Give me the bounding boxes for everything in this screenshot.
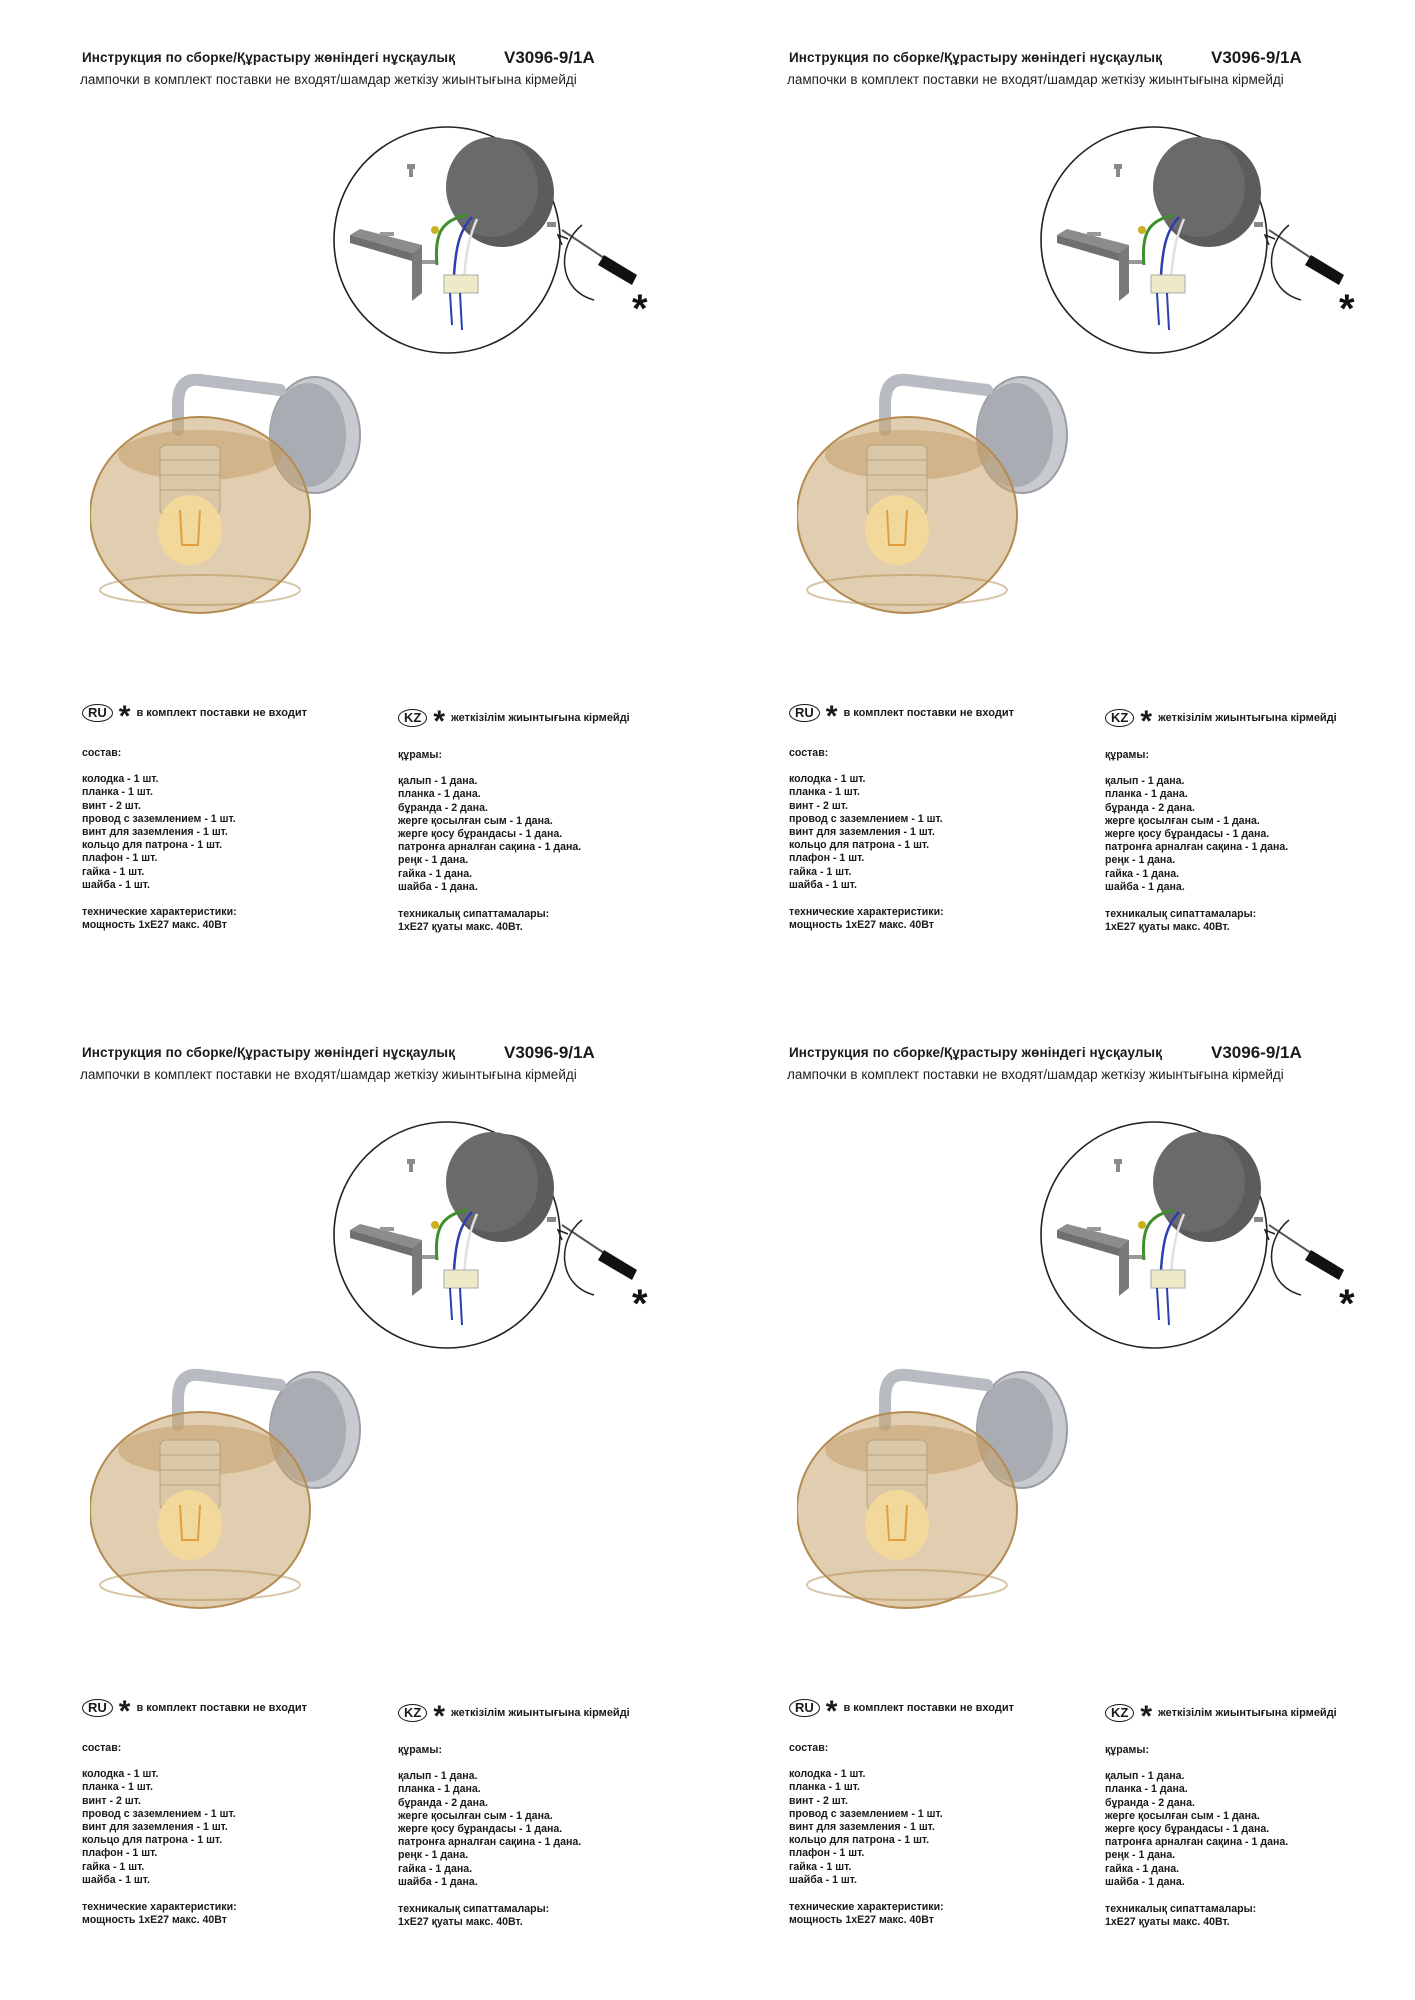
list-item: шайба - 1 дана. [1105,880,1185,893]
list-item: бұранда - 2 дана. [398,1796,488,1809]
kz-contents-heading: құрамы: [398,1744,442,1756]
ru-note-row [82,700,307,733]
instruction-title: Инструкция по сборке/Құрастыру жөніндегі нұсқаулық [789,1045,1163,1060]
kz-note-row [1105,1700,1337,1733]
kz-tech-value: 1хЕ27 қуаты макс. 40Вт. [398,921,523,934]
kz-asterisk: * [433,1700,446,1733]
list-item: жерге қосылған сым - 1 дана. [398,814,553,827]
kz-contents-block [1105,749,1288,934]
kz-language-badge: KZ [1105,1704,1134,1722]
kz-asterisk: * [433,705,446,738]
list-item: винт - 2 шт. [789,799,848,812]
kz-contents-list [398,1770,581,1889]
wall-lamp-illustration [90,1355,380,1615]
kz-asterisk: * [1140,1700,1153,1733]
list-item: колодка - 1 шт. [82,773,159,786]
list-item: винт для заземления - 1 шт. [82,1821,228,1834]
list-item: планка - 1 шт. [82,786,153,799]
kz-tech-heading: техникалық сипаттамалары: [398,1903,550,1916]
list-item: провод с заземлением - 1 шт. [82,812,236,825]
list-item: колодка - 1 шт. [82,1768,159,1781]
list-item: бұранда - 2 дана. [1105,1796,1195,1809]
list-item: жерге қосу бұрандасы - 1 дана. [398,828,563,841]
mounting-diagram [332,1120,677,1355]
list-item: планка - 1 дана. [398,788,481,801]
kz-note-row [398,1700,630,1733]
list-item: шайба - 1 шт. [789,878,857,891]
kz-note-row [398,705,630,738]
kz-contents-list [1105,1770,1288,1889]
list-item: планка - 1 шт. [82,1781,153,1794]
list-item: шайба - 1 дана. [398,880,478,893]
kz-tech-heading: техникалық сипаттамалары: [398,908,550,921]
list-item: шайба - 1 шт. [82,878,150,891]
list-item: жерге қосылған сым - 1 дана. [1105,814,1260,827]
list-item: патронға арналған сақина - 1 дана. [398,841,582,854]
ru-language-badge: RU [82,704,113,722]
ru-tech-value: мощность 1хЕ27 макс. 40Вт [82,919,227,932]
ru-contents-block [789,1742,944,1927]
ru-tech-value: мощность 1хЕ27 макс. 40Вт [789,919,934,932]
list-item: шайба - 1 дана. [398,1875,478,1888]
list-item: жерге қосу бұрандасы - 1 дана. [1105,1823,1270,1836]
ru-not-included-note: в комплект поставки не входит [136,1702,307,1714]
kz-language-badge: KZ [1105,709,1134,727]
model-number: V3096-9/1A [1211,48,1302,67]
model-number: V3096-9/1A [504,1043,595,1062]
list-item: жерге қосылған сым - 1 дана. [1105,1809,1260,1822]
kz-note-row [1105,705,1337,738]
ru-asterisk: * [825,1695,838,1728]
list-item: винт - 2 шт. [789,1794,848,1807]
model-number: V3096-9/1A [504,48,595,67]
list-item: гайка - 1 шт. [789,865,852,878]
list-item: гайка - 1 шт. [82,865,145,878]
list-item: планка - 1 дана. [398,1783,481,1796]
ru-tech-value: мощность 1хЕ27 макс. 40Вт [82,1914,227,1927]
wall-lamp-illustration [90,360,380,620]
ru-tech-value: мощность 1хЕ27 макс. 40Вт [789,1914,934,1927]
list-item: бұранда - 2 дана. [1105,801,1195,814]
list-item: қалып - 1 дана. [1105,1770,1185,1783]
list-item: планка - 1 шт. [789,1781,860,1794]
list-item: қалып - 1 дана. [398,1770,478,1783]
list-item: колодка - 1 шт. [789,1768,866,1781]
tool-not-included-asterisk: * [1339,287,1355,331]
ru-note-row [82,1695,307,1728]
list-item: провод с заземлением - 1 шт. [789,1807,943,1820]
ru-contents-block [82,747,237,932]
tool-not-included-asterisk: * [1339,1282,1355,1326]
list-item: винт для заземления - 1 шт. [82,826,228,839]
ru-asterisk: * [825,700,838,733]
instruction-title: Инструкция по сборке/Құрастыру жөніндегі нұсқаулық [789,50,1163,65]
kz-not-included-note: жеткізілім жиынтығына кірмейді [1158,712,1337,724]
ru-language-badge: RU [789,704,820,722]
bulbs-not-included-note: лампочки в комплект поставки не входят/шамдар жеткізу жиынтығына кірмейді [787,72,1284,87]
list-item: винт - 2 шт. [82,1794,141,1807]
list-item: провод с заземлением - 1 шт. [82,1807,236,1820]
ru-not-included-note: в комплект поставки не входит [843,1702,1014,1714]
ru-contents-heading: состав: [789,1742,829,1754]
list-item: винт для заземления - 1 шт. [789,1821,935,1834]
instruction-panel [707,0,1414,1000]
instruction-title: Инструкция по сборке/Құрастыру жөніндегі нұсқаулық [82,50,456,65]
ru-tech-heading: технические характеристики: [82,1901,237,1914]
list-item: патронға арналған сақина - 1 дана. [398,1836,582,1849]
ru-contents-list [789,1768,944,1887]
ru-asterisk: * [118,700,131,733]
kz-tech-heading: техникалық сипаттамалары: [1105,1903,1257,1916]
list-item: шайба - 1 шт. [82,1873,150,1886]
instruction-panel [0,995,707,1995]
kz-language-badge: KZ [398,1704,427,1722]
ru-not-included-note: в комплект поставки не входит [136,707,307,719]
mounting-diagram [1039,1120,1384,1355]
list-item: қалып - 1 дана. [398,775,478,788]
kz-not-included-note: жеткізілім жиынтығына кірмейді [451,712,630,724]
ru-contents-block [789,747,944,932]
ru-contents-list [789,773,944,892]
ru-note-row [789,1695,1014,1728]
kz-tech-value: 1хЕ27 қуаты макс. 40Вт. [398,1916,523,1929]
list-item: плафон - 1 шт. [789,852,865,865]
ru-contents-heading: состав: [789,747,829,759]
list-item: винт - 2 шт. [82,799,141,812]
list-item: планка - 1 шт. [789,786,860,799]
list-item: колодка - 1 шт. [789,773,866,786]
list-item: гайка - 1 шт. [82,1860,145,1873]
list-item: кольцо для патрона - 1 шт. [82,1834,223,1847]
list-item: реңк - 1 дана. [398,1849,469,1862]
ru-tech-heading: технические характеристики: [789,1901,944,1914]
ru-contents-list [82,1768,237,1887]
list-item: гайка - 1 дана. [1105,1862,1180,1875]
list-item: қалып - 1 дана. [1105,775,1185,788]
list-item: шайба - 1 шт. [789,1873,857,1886]
instruction-title: Инструкция по сборке/Құрастыру жөніндегі нұсқаулық [82,1045,456,1060]
list-item: винт для заземления - 1 шт. [789,826,935,839]
list-item: шайба - 1 дана. [1105,1875,1185,1888]
ru-tech-heading: технические характеристики: [82,906,237,919]
list-item: патронға арналған сақина - 1 дана. [1105,841,1289,854]
kz-contents-heading: құрамы: [1105,1744,1149,1756]
kz-language-badge: KZ [398,709,427,727]
mounting-diagram [332,125,677,360]
ru-language-badge: RU [82,1699,113,1717]
list-item: реңк - 1 дана. [1105,854,1176,867]
instruction-panel [707,995,1414,1995]
list-item: планка - 1 дана. [1105,788,1188,801]
list-item: жерге қосу бұрандасы - 1 дана. [398,1823,563,1836]
tool-not-included-asterisk: * [632,287,648,331]
bulbs-not-included-note: лампочки в комплект поставки не входят/шамдар жеткізу жиынтығына кірмейді [80,1067,577,1082]
kz-not-included-note: жеткізілім жиынтығына кірмейді [1158,1707,1337,1719]
kz-contents-block [398,1744,581,1929]
list-item: плафон - 1 шт. [789,1847,865,1860]
list-item: кольцо для патрона - 1 шт. [789,839,930,852]
list-item: провод с заземлением - 1 шт. [789,812,943,825]
list-item: жерге қосу бұрандасы - 1 дана. [1105,828,1270,841]
mounting-diagram [1039,125,1384,360]
wall-lamp-illustration [797,360,1087,620]
ru-contents-heading: состав: [82,747,122,759]
list-item: патронға арналған сақина - 1 дана. [1105,1836,1289,1849]
ru-contents-heading: состав: [82,1742,122,1754]
kz-contents-list [1105,775,1288,894]
ru-asterisk: * [118,1695,131,1728]
list-item: плафон - 1 шт. [82,852,158,865]
kz-tech-heading: техникалық сипаттамалары: [1105,908,1257,921]
ru-tech-heading: технические характеристики: [789,906,944,919]
list-item: планка - 1 дана. [1105,1783,1188,1796]
list-item: гайка - 1 дана. [1105,867,1180,880]
list-item: кольцо для патрона - 1 шт. [82,839,223,852]
kz-tech-value: 1хЕ27 қуаты макс. 40Вт. [1105,1916,1230,1929]
instruction-panel [0,0,707,1000]
bulbs-not-included-note: лампочки в комплект поставки не входят/шамдар жеткізу жиынтығына кірмейді [80,72,577,87]
kz-contents-list [398,775,581,894]
wall-lamp-illustration [797,1355,1087,1615]
ru-contents-block [82,1742,237,1927]
ru-contents-list [82,773,237,892]
list-item: плафон - 1 шт. [82,1847,158,1860]
list-item: реңк - 1 дана. [398,854,469,867]
list-item: бұранда - 2 дана. [398,801,488,814]
list-item: гайка - 1 дана. [398,1862,473,1875]
kz-contents-block [398,749,581,934]
list-item: гайка - 1 дана. [398,867,473,880]
list-item: гайка - 1 шт. [789,1860,852,1873]
tool-not-included-asterisk: * [632,1282,648,1326]
kz-asterisk: * [1140,705,1153,738]
list-item: жерге қосылған сым - 1 дана. [398,1809,553,1822]
kz-contents-heading: құрамы: [398,749,442,761]
kz-contents-heading: құрамы: [1105,749,1149,761]
model-number: V3096-9/1A [1211,1043,1302,1062]
kz-tech-value: 1хЕ27 қуаты макс. 40Вт. [1105,921,1230,934]
ru-language-badge: RU [789,1699,820,1717]
bulbs-not-included-note: лампочки в комплект поставки не входят/шамдар жеткізу жиынтығына кірмейді [787,1067,1284,1082]
ru-note-row [789,700,1014,733]
ru-not-included-note: в комплект поставки не входит [843,707,1014,719]
list-item: кольцо для патрона - 1 шт. [789,1834,930,1847]
list-item: реңк - 1 дана. [1105,1849,1176,1862]
kz-not-included-note: жеткізілім жиынтығына кірмейді [451,1707,630,1719]
kz-contents-block [1105,1744,1288,1929]
